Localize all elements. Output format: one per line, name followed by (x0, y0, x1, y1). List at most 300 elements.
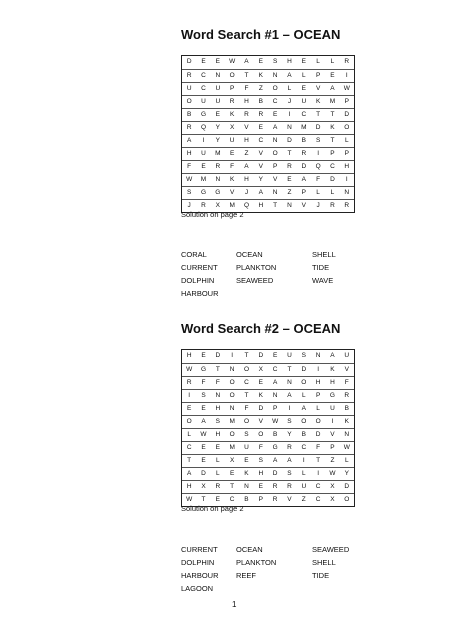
grid-cell: I (202, 137, 205, 144)
grid-cell: F (258, 444, 263, 451)
grid-cell: A (272, 457, 278, 464)
grid-cell: D (201, 470, 206, 477)
word-list-item: OCEAN (236, 250, 263, 259)
grid-row (182, 415, 354, 428)
grid-cell: F (316, 176, 321, 183)
grid-cell: E (272, 352, 278, 359)
grid-cell: D (315, 431, 321, 438)
word-list-item: WAVE (312, 276, 334, 285)
grid-cell: X (229, 124, 235, 131)
grid-cell: M (215, 150, 221, 157)
grid-cell: Z (301, 496, 306, 503)
word-list-item: HARBOUR (181, 289, 219, 298)
grid-cell: L (344, 137, 349, 144)
grid-cell: X (258, 366, 263, 373)
page-number: 1 (232, 600, 237, 609)
grid-cell: K (330, 124, 335, 131)
grid-cell: E (258, 58, 263, 65)
grid-cell: G (329, 392, 335, 399)
grid-cell: V (258, 418, 263, 425)
grid-cell: E (215, 444, 220, 451)
word-list-item: CORAL (181, 250, 207, 259)
grid-cell: D (258, 352, 264, 359)
grid-cell: O (229, 379, 235, 386)
grid-cell: O (272, 150, 278, 157)
grid-cell: V (315, 85, 321, 92)
grid-cell: W (272, 418, 279, 425)
grid-cell: C (244, 379, 249, 386)
grid-cell: Z (287, 189, 292, 196)
grid-row (182, 441, 354, 454)
grid-cell: P (315, 392, 321, 399)
word-list-item: CURRENT (181, 545, 218, 554)
grid-cell: C (201, 85, 206, 92)
grid-cell: F (230, 163, 235, 170)
grid-cell: H (330, 379, 335, 386)
grid-cell: E (229, 150, 235, 157)
grid-cell: G (215, 189, 221, 196)
grid-cell: W (186, 176, 193, 183)
grid-cell: N (272, 72, 278, 79)
grid-cell: E (258, 483, 263, 490)
grid-cell: A (186, 470, 192, 477)
grid-row (182, 121, 354, 134)
grid-cell: H (344, 163, 350, 170)
grid-row (182, 186, 354, 199)
grid-cell: E (215, 496, 220, 503)
grid-cell: T (244, 72, 249, 79)
grid-cell: P (301, 189, 306, 196)
word-list-item: PLANKTON (236, 558, 277, 567)
grid-cell: T (316, 111, 321, 118)
grid-cell: E (287, 176, 292, 183)
puzzle-1-solution-note: Solution on page 2 (181, 210, 244, 219)
grid-row (182, 402, 354, 415)
grid-cell: W (229, 58, 236, 65)
grid-cell: B (301, 431, 306, 438)
grid-cell: L (301, 72, 306, 79)
grid-cell: A (287, 392, 292, 399)
grid-cell: E (201, 352, 206, 359)
grid-cell: H (186, 150, 192, 157)
grid-cell: V (258, 150, 263, 157)
grid-cell: R (201, 202, 206, 209)
grid-cell: F (215, 379, 220, 386)
grid-cell: K (344, 418, 349, 425)
grid-cell: Z (330, 457, 335, 464)
grid-cell: R (301, 150, 307, 157)
grid-cell: F (244, 85, 249, 92)
grid-cell: N (344, 189, 350, 196)
grid-cell: R (344, 202, 350, 209)
grid-cell: N (215, 72, 221, 79)
grid-cell: L (216, 470, 220, 477)
grid-cell: E (186, 405, 192, 412)
grid-cell: R (344, 392, 350, 399)
grid-cell: L (316, 189, 320, 196)
grid-cell: O (243, 366, 249, 373)
grid-cell: R (229, 98, 235, 105)
grid-cell: L (301, 470, 306, 477)
grid-cell: D (258, 405, 264, 412)
grid-cell: M (229, 444, 235, 451)
grid-cell: I (302, 457, 305, 464)
grid-cell: G (200, 111, 207, 118)
grid-cell: E (215, 58, 220, 65)
grid-cell: G (200, 366, 207, 373)
grid-row (182, 467, 354, 480)
grid-cell: O (229, 392, 235, 399)
grid-cell: B (186, 111, 192, 118)
grid-cell: V (258, 163, 263, 170)
grid-cell: B (258, 98, 263, 105)
grid-cell: S (315, 137, 321, 144)
grid-cell: U (301, 483, 307, 490)
grid-cell: L (187, 431, 191, 438)
grid-cell: X (330, 496, 335, 503)
grid-cell: S (201, 392, 206, 399)
grid-cell: I (188, 392, 191, 399)
grid-cell: E (201, 163, 206, 170)
grid-cell: U (215, 98, 221, 105)
grid-cell: C (315, 483, 321, 490)
grid-row (182, 82, 354, 95)
grid-row (182, 69, 354, 82)
grid-row (182, 108, 354, 121)
grid-cell: D (301, 366, 307, 373)
grid-cell: T (187, 457, 192, 464)
grid-cell: J (287, 98, 292, 105)
grid-cell: P (258, 496, 263, 503)
grid-cell: K (258, 392, 263, 399)
grid-cell: U (244, 444, 249, 451)
grid-cell: H (215, 431, 221, 438)
grid-cell: L (216, 457, 220, 464)
grid-cell: O (301, 379, 307, 386)
grid-cell: R (287, 483, 292, 490)
grid-cell: U (330, 405, 335, 412)
grid-cell: A (244, 163, 249, 170)
grid-cell: N (272, 189, 278, 196)
puzzle-2-letter-grid (181, 349, 355, 507)
grid-row (182, 350, 354, 363)
grid-cell: O (243, 418, 249, 425)
grid-cell: R (186, 72, 192, 79)
grid-cell: F (187, 163, 192, 170)
grid-cell: T (330, 111, 335, 118)
grid-cell: O (315, 418, 321, 425)
grid-cell: M (329, 98, 336, 105)
grid-cell: A (330, 352, 335, 359)
grid-cell: E (272, 111, 278, 118)
grid-cell: O (186, 418, 192, 425)
grid-cell: S (186, 189, 192, 196)
grid-cell: R (272, 496, 278, 503)
grid-cell: I (345, 176, 348, 183)
grid-cell: T (316, 457, 321, 464)
grid-cell: R (258, 111, 264, 118)
grid-cell: B (344, 405, 349, 412)
grid-cell: A (258, 189, 263, 196)
grid-cell: D (215, 352, 221, 359)
grid-cell: I (288, 111, 291, 118)
grid-cell: A (330, 85, 335, 92)
puzzle-2-solution-note: Solution on page 2 (181, 504, 244, 513)
grid-cell: J (316, 202, 320, 209)
grid-cell: M (301, 124, 307, 131)
grid-cell: W (343, 444, 350, 451)
grid-cell: P (229, 85, 235, 92)
grid-cell: C (201, 72, 206, 79)
grid-cell: X (215, 202, 220, 209)
grid-cell: N (287, 379, 292, 386)
grid-cell: O (229, 72, 235, 79)
grid-cell: R (344, 58, 350, 65)
grid-cell: I (288, 405, 291, 412)
grid-cell: P (315, 72, 321, 79)
grid-cell: H (186, 483, 192, 490)
grid-cell: V (344, 366, 349, 373)
grid-cell: B (244, 496, 249, 503)
grid-cell: T (287, 366, 292, 373)
grid-cell: C (315, 496, 321, 503)
word-list-item: SHELL (312, 250, 336, 259)
grid-cell: L (330, 58, 335, 65)
grid-cell: K (244, 470, 249, 477)
grid-cell: O (186, 98, 192, 105)
grid-cell: E (330, 72, 335, 79)
grid-cell: S (244, 431, 249, 438)
grid-cell: A (301, 176, 306, 183)
word-list-item: TIDE (312, 263, 330, 272)
grid-cell: M (229, 202, 235, 209)
grid-cell: G (200, 189, 207, 196)
grid-cell: K (315, 98, 321, 105)
grid-cell: T (215, 366, 220, 373)
grid-cell: D (344, 483, 350, 490)
grid-cell: Y (215, 124, 220, 131)
grid-cell: R (244, 111, 249, 118)
grid-cell: H (287, 58, 292, 65)
grid-cell: D (186, 58, 192, 65)
grid-cell: L (316, 405, 320, 412)
grid-row (182, 147, 354, 160)
grid-cell: H (215, 405, 221, 412)
grid-row (182, 480, 354, 493)
grid-cell: I (231, 352, 234, 359)
grid-cell: N (287, 124, 292, 131)
word-list-item: CURRENT (181, 263, 218, 272)
grid-cell: N (344, 431, 350, 438)
word-list-item: DOLPHIN (181, 276, 215, 285)
word-list-item: OCEAN (236, 545, 263, 554)
grid-cell: T (201, 496, 206, 503)
grid-cell: H (244, 176, 249, 183)
grid-cell: C (272, 366, 278, 373)
grid-cell: R (330, 202, 335, 209)
grid-cell: L (287, 85, 292, 92)
grid-cell: R (186, 124, 192, 131)
grid-cell: M (200, 176, 207, 183)
grid-cell: P (330, 150, 335, 157)
grid-cell: N (229, 366, 235, 373)
grid-cell: K (229, 111, 235, 118)
grid-row (182, 160, 354, 173)
grid-cell: V (301, 202, 306, 209)
grid-cell: U (201, 150, 206, 157)
grid-cell: A (272, 379, 278, 386)
puzzle-2-title: Word Search #2 – OCEAN (181, 321, 341, 336)
grid-row (182, 428, 354, 441)
grid-cell: M (229, 418, 235, 425)
grid-cell: P (344, 150, 349, 157)
grid-cell: H (186, 352, 192, 359)
grid-cell: C (229, 496, 235, 503)
grid-cell: N (229, 405, 235, 412)
grid-cell: R (287, 163, 292, 170)
grid-cell: S (215, 418, 220, 425)
grid-cell: Y (215, 137, 220, 144)
grid-cell: X (229, 457, 235, 464)
grid-cell: E (201, 58, 206, 65)
grid-cell: N (272, 392, 278, 399)
grid-cell: U (229, 137, 235, 144)
grid-cell: C (330, 163, 335, 170)
grid-cell: L (344, 457, 349, 464)
grid-cell: V (330, 431, 335, 438)
grid-cell: W (343, 85, 350, 92)
grid-cell: X (330, 483, 335, 490)
grid-cell: I (331, 418, 334, 425)
grid-cell: K (229, 176, 235, 183)
grid-cell: V (244, 124, 249, 131)
grid-cell: N (315, 352, 321, 359)
grid-cell: N (215, 176, 221, 183)
grid-cell: S (301, 352, 306, 359)
grid-cell: R (287, 444, 292, 451)
grid-cell: L (301, 392, 306, 399)
grid-cell: R (215, 483, 221, 490)
grid-cell: J (187, 202, 191, 209)
word-list-item: LAGOON (181, 584, 214, 593)
grid-cell: O (258, 431, 264, 438)
word-list-item: SEAWEED (312, 545, 350, 554)
grid-cell: D (315, 124, 321, 131)
grid-cell: E (201, 444, 206, 451)
grid-cell: S (258, 457, 263, 464)
grid-cell: P (344, 98, 349, 105)
grid-cell: H (258, 470, 264, 477)
grid-cell: C (258, 137, 264, 144)
grid-cell: A (287, 457, 292, 464)
grid-cell: D (330, 176, 335, 183)
grid-cell: W (186, 496, 193, 503)
grid-cell: V (229, 189, 235, 196)
grid-cell: O (272, 85, 278, 92)
word-list-item: SEAWEED (236, 276, 274, 285)
grid-row (182, 95, 354, 108)
grid-cell: U (215, 85, 221, 92)
grid-cell: V (287, 496, 292, 503)
grid-cell: Q (200, 124, 207, 131)
grid-cell: D (301, 163, 307, 170)
grid-cell: Z (258, 85, 263, 92)
grid-cell: E (215, 111, 220, 118)
grid-cell: J (244, 189, 249, 196)
grid-cell: R (186, 379, 192, 386)
grid-cell: C (272, 98, 278, 105)
word-list-item: PLANKTON (236, 263, 277, 272)
grid-cell: E (244, 457, 249, 464)
grid-cell: T (244, 392, 249, 399)
puzzle-1-title: Word Search #1 – OCEAN (181, 27, 341, 42)
grid-cell: T (230, 483, 235, 490)
grid-cell: X (201, 483, 206, 490)
grid-cell: B (301, 137, 306, 144)
grid-cell: F (201, 379, 206, 386)
grid-cell: G (272, 444, 278, 451)
grid-cell: I (317, 470, 320, 477)
grid-cell: N (287, 202, 292, 209)
grid-cell: V (272, 176, 278, 183)
grid-cell: C (301, 111, 307, 118)
grid-cell: Y (287, 431, 292, 438)
grid-row (182, 134, 354, 147)
grid-cell: W (186, 366, 193, 373)
grid-cell: I (317, 150, 320, 157)
grid-cell: Q (315, 163, 321, 170)
grid-cell: E (301, 85, 306, 92)
grid-cell: C (301, 444, 307, 451)
grid-cell: L (330, 189, 335, 196)
grid-cell: U (301, 98, 307, 105)
grid-cell: E (258, 124, 263, 131)
grid-row (182, 173, 354, 186)
grid-cell: A (287, 72, 292, 79)
grid-cell: Z (244, 150, 249, 157)
grid-cell: T (287, 150, 292, 157)
grid-cell: W (329, 470, 336, 477)
grid-cell: P (272, 163, 278, 170)
grid-cell: N (272, 137, 278, 144)
grid-cell: E (201, 457, 206, 464)
grid-cell: P (272, 405, 278, 412)
puzzle-2-word-list (181, 543, 356, 595)
grid-cell: A (186, 137, 192, 144)
grid-cell: E (201, 405, 206, 412)
grid-cell: U (201, 98, 206, 105)
grid-cell: N (215, 392, 221, 399)
grid-cell: D (272, 470, 278, 477)
grid-cell: A (244, 58, 249, 65)
grid-cell: R (215, 163, 221, 170)
grid-cell: Q (243, 202, 249, 209)
word-list-item: SHELL (312, 558, 336, 567)
grid-cell: H (244, 137, 249, 144)
grid-cell: T (273, 202, 278, 209)
grid-cell: O (301, 418, 307, 425)
grid-cell: A (201, 418, 206, 425)
grid-cell: N (244, 483, 249, 490)
grid-cell: U (344, 352, 350, 359)
grid-cell: H (244, 98, 249, 105)
word-list-item: HARBOUR (181, 571, 219, 580)
grid-cell: C (186, 444, 192, 451)
grid-row (182, 454, 354, 467)
grid-cell: S (272, 58, 278, 65)
word-list-item: DOLPHIN (181, 558, 215, 567)
grid-cell: O (344, 124, 350, 131)
